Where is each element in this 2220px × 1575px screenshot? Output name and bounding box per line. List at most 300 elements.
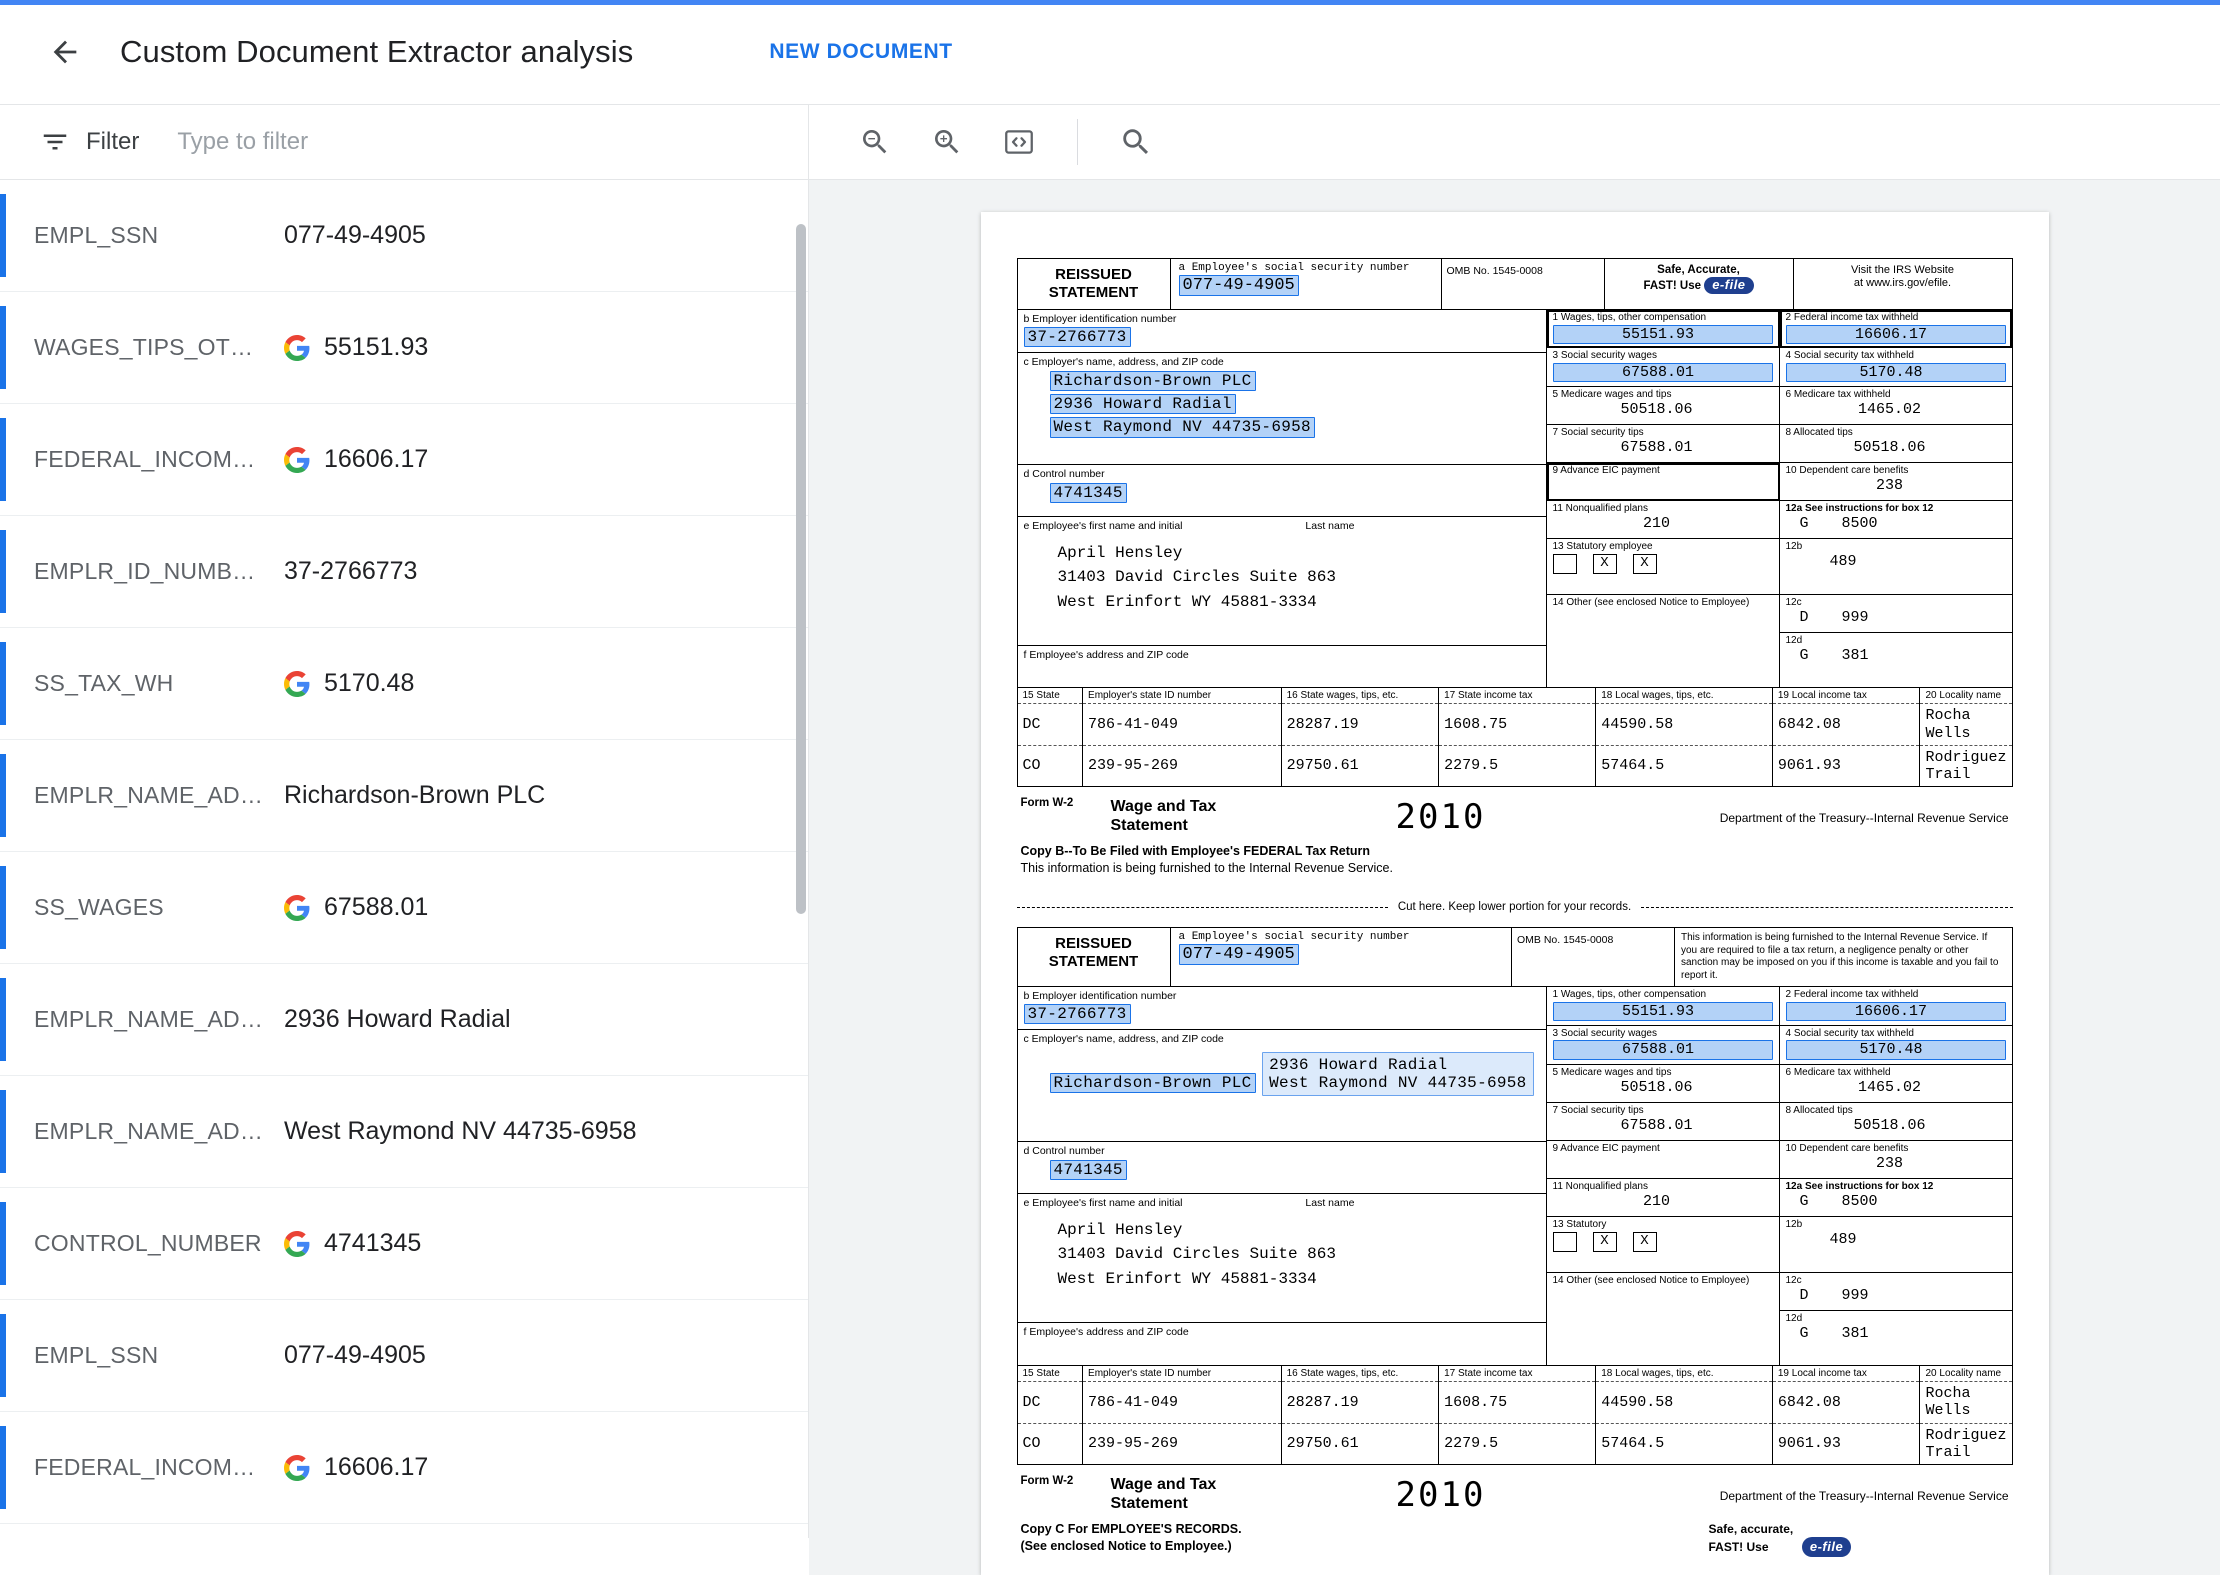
box5-label: 5 Medicare wages and tips xyxy=(1552,1066,1672,1078)
ein-cell xyxy=(1018,310,1546,353)
code-brackets-icon xyxy=(1002,125,1036,159)
box11-value: 210 xyxy=(1642,515,1670,533)
col-local-tax: 19 Local income tax xyxy=(1772,1365,1920,1382)
boxes-7-8 xyxy=(1547,1103,2012,1141)
retirement-checkbox[interactable]: X xyxy=(1593,1232,1617,1252)
safe-line2: FAST! Use xyxy=(1708,1540,1769,1555)
employee-address-block xyxy=(1024,535,1540,619)
control-number-value: 4741345 xyxy=(1050,483,1127,503)
box12b-label: 12b xyxy=(1785,540,1803,552)
box10-value: 238 xyxy=(1875,477,1903,495)
box10-cell xyxy=(1780,463,2012,501)
search-icon xyxy=(1119,125,1153,159)
control-number-label: d Control number xyxy=(1023,1145,1105,1158)
box12c-cell xyxy=(1780,595,2012,633)
box13-label: 13 Statutory xyxy=(1552,1218,1607,1230)
list-item[interactable] xyxy=(0,1412,808,1524)
ssn-cell xyxy=(1171,928,1512,986)
entity-key: FEDERAL_INCOM… xyxy=(34,446,256,472)
cell-locality: Rodriguez Trail xyxy=(1920,1423,2012,1464)
employee-line2: 31403 David Circles Suite 863 xyxy=(1057,568,1336,587)
employer-cell xyxy=(1018,1030,1546,1142)
code-view-button[interactable] xyxy=(987,110,1051,174)
safe-line1: Safe, Accurate, xyxy=(1657,264,1740,276)
w2-header-row xyxy=(1018,259,2012,310)
entity-value xyxy=(284,557,417,586)
box11-value: 210 xyxy=(1642,1193,1670,1210)
col-state-wages: 16 State wages, tips, etc. xyxy=(1281,687,1439,704)
wage-and-tax-statement xyxy=(1111,797,1321,835)
search-button[interactable] xyxy=(1104,110,1168,174)
entity-key: EMPLR_ID_NUMB… xyxy=(34,558,256,584)
ssn-label: a Employee's social security number xyxy=(1178,262,1410,274)
box12d-amount: 381 xyxy=(1841,1325,1869,1342)
tax-year: 2010 xyxy=(1395,797,1486,838)
reissued-statement-label xyxy=(1018,259,1171,309)
ein-value: 37-2766773 xyxy=(1024,327,1131,347)
w2-left-column xyxy=(1018,310,1547,687)
box12a-label: 12a See instructions for box 12 xyxy=(1785,1180,1934,1192)
employee-address-label-cell xyxy=(1018,1322,1546,1342)
box12c-value xyxy=(1786,1287,2006,1304)
box1-label: 1 Wages, tips, other compensation xyxy=(1552,989,1707,1000)
safe-line2: FAST! Use xyxy=(1643,280,1701,293)
box6-value: 1465.02 xyxy=(1857,1079,1921,1096)
wage-tax-line2: Statement xyxy=(1110,817,1188,835)
document-page xyxy=(981,212,2049,1575)
list-item[interactable] xyxy=(0,740,808,852)
employee-cell xyxy=(1018,517,1546,645)
box1-cell xyxy=(1547,310,1780,348)
sickpay-checkbox[interactable]: X xyxy=(1633,554,1657,574)
box9-label: 9 Advance EIC payment xyxy=(1552,464,1660,476)
cut-here-divider xyxy=(1017,901,2013,913)
cell-local-tax: 9061.93 xyxy=(1772,745,1920,786)
statutory-checkbox[interactable] xyxy=(1553,554,1577,574)
box6-cell xyxy=(1780,1065,2012,1103)
entity-value xyxy=(284,1453,428,1482)
back-button[interactable] xyxy=(34,21,96,83)
states-header-row xyxy=(1018,687,2012,704)
employer-label: c Employer's name, address, and ZIP code xyxy=(1023,1033,1224,1046)
entity-value-text: 077-49-4905 xyxy=(284,221,426,249)
box11-label: 11 Nonqualified plans xyxy=(1552,1180,1648,1192)
cell-state-tax: 1608.75 xyxy=(1439,704,1596,746)
box12b-value: 489 xyxy=(1829,553,1857,571)
efile-badge: e-file xyxy=(1802,1537,1851,1557)
safe-line1: Safe, accurate, xyxy=(1708,1522,1794,1536)
col-state-id: Employer's state ID number xyxy=(1083,687,1282,704)
box10-label: 10 Dependent care benefits xyxy=(1785,1142,1909,1154)
box12b-label: 12b xyxy=(1785,1218,1803,1230)
box13-statutory-label: Statutory employee xyxy=(1566,540,1653,552)
employee-line3: West Erinfort WY 45881-3334 xyxy=(1057,593,1317,612)
cell-state: CO xyxy=(1018,745,1083,786)
box8-value: 50518.06 xyxy=(1853,439,1926,457)
box12c-label: 12c xyxy=(1785,596,1802,608)
ssn-cell xyxy=(1171,259,1441,309)
boxes-1-2 xyxy=(1547,987,2012,1026)
retirement-checkbox[interactable]: X xyxy=(1593,554,1617,574)
entity-value-text: 077-49-4905 xyxy=(284,1341,426,1369)
boxes-1-2 xyxy=(1547,310,2012,348)
w2-footer-copy-c xyxy=(1017,1465,2013,1521)
list-item[interactable] xyxy=(0,1188,808,1300)
box5-cell xyxy=(1547,1065,1780,1103)
box3-cell xyxy=(1547,1026,1780,1065)
employee-line1: April Hensley xyxy=(1057,543,1183,562)
boxes-5-6 xyxy=(1547,387,2012,425)
top-app-bar xyxy=(0,0,2220,105)
w2-main-body xyxy=(1018,310,2012,687)
toolbar-divider xyxy=(1077,119,1078,165)
efile-badge: e-file xyxy=(1704,277,1753,294)
col-local-tax: 19 Local income tax xyxy=(1772,687,1920,704)
states-table xyxy=(1018,1365,2012,1465)
employee-last-label: Last name xyxy=(1305,1197,1355,1210)
employer-street: 2936 Howard Radial xyxy=(1050,394,1236,414)
entity-key: CONTROL_NUMBER xyxy=(34,1230,262,1256)
cell-state-id: 239-95-269 xyxy=(1083,745,1282,786)
new-document-button[interactable]: NEW DOCUMENT xyxy=(751,26,970,78)
box2-label: 2 Federal income tax withheld xyxy=(1785,989,1919,1000)
box14-cell xyxy=(1547,595,1780,687)
filter-bar xyxy=(0,105,808,180)
box11-label: 11 Nonqualified plans xyxy=(1552,502,1648,514)
ssn-label: a Employee's social security number xyxy=(1178,931,1410,943)
box11-cell xyxy=(1547,1179,1780,1217)
entity-key: EMPLR_NAME_AD… xyxy=(34,1118,264,1144)
entities-panel xyxy=(0,105,809,1538)
entity-key: WAGES_TIPS_OT… xyxy=(34,334,254,360)
filter-label: Filter xyxy=(86,128,140,155)
wage-tax-line1: Wage and Tax xyxy=(1110,1476,1217,1493)
google-icon xyxy=(284,895,310,921)
cell-local-tax: 6842.08 xyxy=(1772,1382,1920,1424)
box2-label: 2 Federal income tax withheld xyxy=(1785,312,1919,323)
entity-value-text: West Raymond NV 44735-6958 xyxy=(284,1117,637,1145)
entity-value xyxy=(284,893,428,922)
cell-state-id: 786-41-049 xyxy=(1083,1382,1282,1424)
boxes-11-12a xyxy=(1547,501,2012,539)
entity-value xyxy=(284,1005,511,1034)
entity-list-scrollbar[interactable] xyxy=(796,224,806,914)
wage-and-tax-statement xyxy=(1111,1475,1321,1513)
box3-label: 3 Social security wages xyxy=(1552,350,1657,361)
box13-statutory xyxy=(1553,1232,1577,1252)
box2-cell xyxy=(1780,987,2012,1026)
box13-label: 13 Statutory employee xyxy=(1552,540,1653,552)
box10-cell xyxy=(1780,1141,2012,1179)
zoom-out-icon xyxy=(859,126,891,158)
omb-cell: OMB No. 1545-0008 xyxy=(1441,259,1604,309)
box13-cell xyxy=(1547,539,1780,595)
irs-line1: Visit the IRS Website xyxy=(1851,264,1954,276)
employee-line1: April Hensley xyxy=(1057,1220,1183,1239)
box12a-code: G xyxy=(1799,515,1809,533)
box9-label: 9 Advance EIC payment xyxy=(1552,1142,1660,1154)
box13-sickpay xyxy=(1633,554,1657,574)
entity-value-text: 4741345 xyxy=(324,1229,422,1257)
boxes-11-12a xyxy=(1547,1179,2012,1217)
entity-key: EMPL_SSN xyxy=(34,1342,159,1368)
list-item[interactable] xyxy=(0,180,808,292)
cell-locality: Rodriguez Trail xyxy=(1920,745,2012,786)
box3-cell xyxy=(1547,348,1780,387)
box13-retirement xyxy=(1593,554,1617,574)
box12c-code: D xyxy=(1799,1287,1809,1304)
table-row xyxy=(1018,704,2012,746)
reissued-statement-label xyxy=(1018,928,1171,986)
employee-name-label xyxy=(1024,1197,1540,1209)
box5-value: 50518.06 xyxy=(1620,1079,1693,1096)
cell-state-tax: 2279.5 xyxy=(1439,745,1596,786)
col-local-wages: 18 Local wages, tips, etc. xyxy=(1596,687,1773,704)
box6-label: 6 Medicare tax withheld xyxy=(1785,1066,1891,1078)
google-icon xyxy=(284,1231,310,1257)
w2-right-column xyxy=(1547,310,2012,687)
box12a-amount: 8500 xyxy=(1841,515,1878,533)
tax-year: 2010 xyxy=(1395,1475,1486,1515)
zoom-in-icon xyxy=(931,126,963,158)
cell-locality: Rocha Wells xyxy=(1920,704,2012,746)
irs-notice-text: This information is being furnished to the Internal Revenue Service. If you are required to file a tax return, a negligence penalty or other sanction may be imposed on you if this income is taxable and you fail to report it. xyxy=(1674,928,2012,986)
box4-cell xyxy=(1780,1026,2012,1065)
box12a-value xyxy=(1786,1193,2006,1210)
col-state-wages: 16 State wages, tips, etc. xyxy=(1281,1365,1439,1382)
statutory-checkbox[interactable] xyxy=(1553,1232,1577,1252)
col-locality: 20 Locality name xyxy=(1925,1367,2002,1379)
ssn-value: 077-49-4905 xyxy=(1179,944,1299,966)
box12c-12d-col xyxy=(1780,595,2012,687)
list-item[interactable] xyxy=(0,292,808,404)
box1-label: 1 Wages, tips, other compensation xyxy=(1552,312,1707,323)
cell-local-wages: 57464.5 xyxy=(1596,745,1773,786)
box12d-cell xyxy=(1780,633,2012,671)
zoom-in-button[interactable] xyxy=(915,110,979,174)
box13-checkboxes xyxy=(1553,552,1773,574)
box12c-value xyxy=(1786,609,2006,626)
irs-website-cell xyxy=(1793,259,2012,309)
box14-cell xyxy=(1547,1273,1780,1365)
employee-cell xyxy=(1018,1194,1546,1322)
irs-line2: at www.irs.gov/efile. xyxy=(1853,276,1952,289)
document-viewer-panel xyxy=(809,105,2220,1555)
col-local-wages: 18 Local wages, tips, etc. xyxy=(1596,1365,1773,1382)
box4-value: 5170.48 xyxy=(1786,363,2006,382)
box7-label: 7 Social security tips xyxy=(1552,426,1644,438)
cell-local-tax: 9061.93 xyxy=(1772,1423,1920,1464)
box12d-label: 12d xyxy=(1785,634,1803,646)
entity-value-text: 37-2766773 xyxy=(284,557,418,585)
employer-city: West Raymond NV 44735-6958 xyxy=(1269,1073,1527,1092)
cut-here-text: Cut here. Keep lower portion for your records. xyxy=(1397,901,1632,913)
box6-cell xyxy=(1780,387,2012,425)
box8-cell xyxy=(1780,1103,2012,1141)
cell-state: DC xyxy=(1018,704,1083,746)
box5-cell xyxy=(1547,387,1780,425)
employee-last-label: Last name xyxy=(1305,520,1355,533)
box12d-value xyxy=(1786,647,2006,664)
box12a-cell xyxy=(1780,1179,2012,1217)
cell-state-id: 786-41-049 xyxy=(1083,704,1282,746)
employer-street: 2936 Howard Radial xyxy=(1269,1055,1448,1074)
box12b-cell xyxy=(1780,539,2012,595)
box2-value: 16606.17 xyxy=(1786,1002,2006,1021)
box12c-12d-col xyxy=(1780,1273,2012,1365)
entity-value-text: Richardson-Brown PLC xyxy=(284,781,546,809)
box1-value: 55151.93 xyxy=(1553,325,1773,344)
boxes-9-10 xyxy=(1547,1141,2012,1179)
ein-cell xyxy=(1018,987,1546,1030)
ein-value: 37-2766773 xyxy=(1024,1004,1131,1024)
box8-value: 50518.06 xyxy=(1853,1117,1926,1134)
box10-label: 10 Dependent care benefits xyxy=(1785,464,1909,476)
document-canvas[interactable] xyxy=(809,180,2220,1575)
list-item[interactable] xyxy=(0,516,808,628)
boxes-14-12c xyxy=(1547,595,2012,687)
box3-label: 3 Social security wages xyxy=(1552,1027,1657,1039)
entity-value-text: 67588.01 xyxy=(324,893,429,921)
box10-value: 238 xyxy=(1875,1155,1903,1172)
box12a-value xyxy=(1786,515,2006,532)
box12a-amount: 8500 xyxy=(1841,1193,1878,1210)
safe-accurate-cell xyxy=(1604,259,1793,309)
box6-value: 1465.02 xyxy=(1857,401,1921,419)
treasury-line: Department of the Treasury--Internal Revenue Service xyxy=(1719,811,2009,826)
entity-key: SS_TAX_WH xyxy=(34,670,174,696)
entity-value-text: 5170.48 xyxy=(324,669,415,697)
entity-value-text: 16606.17 xyxy=(324,1453,429,1481)
google-icon xyxy=(284,335,310,361)
boxes-7-8 xyxy=(1547,425,2012,463)
filter-input[interactable] xyxy=(175,127,599,157)
list-item[interactable] xyxy=(0,964,808,1076)
copy-c-line1: Copy C For EMPLOYEE'S RECORDS. xyxy=(1020,1522,1242,1536)
box7-cell xyxy=(1547,425,1780,463)
ein-label: b Employer identification number xyxy=(1023,313,1177,325)
box8-cell xyxy=(1780,425,2012,463)
sickpay-checkbox[interactable]: X xyxy=(1633,1232,1657,1252)
google-icon xyxy=(284,1455,310,1481)
employer-name: Richardson-Brown PLC xyxy=(1050,371,1256,391)
list-item[interactable] xyxy=(0,628,808,740)
box14-label: 14 Other (see enclosed Notice to Employee) xyxy=(1552,1274,1750,1286)
entity-value xyxy=(284,221,426,250)
entity-value xyxy=(284,781,545,810)
entity-key: EMPL_SSN xyxy=(34,222,159,248)
list-item[interactable] xyxy=(0,852,808,964)
entity-value xyxy=(284,1341,426,1370)
list-item[interactable] xyxy=(0,1300,808,1412)
ssn-value: 077-49-4905 xyxy=(1179,275,1299,297)
box12b-value: 489 xyxy=(1829,1231,1857,1248)
box5-value: 50518.06 xyxy=(1620,401,1693,419)
box1-value: 55151.93 xyxy=(1553,1002,1773,1021)
viewer-toolbar xyxy=(809,105,2220,180)
entity-key: EMPLR_NAME_AD… xyxy=(34,782,264,808)
entity-list[interactable] xyxy=(0,180,808,1538)
box13-cell xyxy=(1547,1217,1780,1273)
box12b-cell xyxy=(1780,1217,2012,1273)
box12d-code: G xyxy=(1799,647,1809,665)
employee-address-label: f Employee's address and ZIP code xyxy=(1023,649,1189,662)
cell-state-tax: 2279.5 xyxy=(1439,1423,1596,1464)
omb-cell: OMB No. 1545-0008 xyxy=(1511,928,1674,986)
boxes-13-12b xyxy=(1547,539,2012,595)
zoom-out-button[interactable] xyxy=(843,110,907,174)
employee-name-label xyxy=(1024,520,1540,532)
box3-value: 67588.01 xyxy=(1553,1040,1773,1059)
box7-value: 67588.01 xyxy=(1620,1117,1693,1134)
google-icon xyxy=(284,447,310,473)
employee-address-label: f Employee's address and ZIP code xyxy=(1023,1326,1189,1339)
cell-locality: Rocha Wells xyxy=(1920,1382,2012,1424)
google-icon xyxy=(284,671,310,697)
entity-value-text: 16606.17 xyxy=(324,445,429,473)
employee-line2: 31403 David Circles Suite 863 xyxy=(1057,1245,1336,1264)
box7-value: 67588.01 xyxy=(1620,439,1693,457)
form-number: Form W-2 xyxy=(1020,1475,1074,1487)
cell-local-wages: 44590.58 xyxy=(1596,704,1773,746)
copy-c-lines xyxy=(1017,1521,2013,1565)
filter-icon xyxy=(40,127,70,157)
box2-cell xyxy=(1780,310,2012,348)
employee-first-label: e Employee's first name and initial xyxy=(1023,1197,1183,1210)
box12d-cell xyxy=(1780,1311,2012,1349)
box12c-cell xyxy=(1780,1273,2012,1311)
cell-state: CO xyxy=(1018,1423,1083,1464)
boxes-14-12c xyxy=(1547,1273,2012,1365)
box7-cell xyxy=(1547,1103,1780,1141)
reissued-line1: REISSUED xyxy=(1055,935,1132,952)
cell-state-tax: 1608.75 xyxy=(1439,1382,1596,1424)
box12d-amount: 381 xyxy=(1841,647,1869,665)
employer-cell xyxy=(1018,353,1546,465)
w2-right-column xyxy=(1547,987,2012,1365)
cell-local-wages: 57464.5 xyxy=(1596,1423,1773,1464)
states-header-row xyxy=(1018,1365,2012,1382)
reissued-line2: STATEMENT xyxy=(1048,953,1139,970)
cell-state-wages: 28287.19 xyxy=(1281,704,1439,746)
body-split xyxy=(0,105,2220,1555)
employer-name: Richardson-Brown PLC xyxy=(1050,1073,1256,1093)
list-item[interactable] xyxy=(0,404,808,516)
wage-tax-line1: Wage and Tax xyxy=(1110,798,1217,816)
box12a-cell xyxy=(1780,501,2012,539)
employee-address-label-cell xyxy=(1018,645,1546,665)
col-state-id: Employer's state ID number xyxy=(1083,1365,1282,1382)
box1-cell xyxy=(1547,987,1780,1026)
boxes-3-4 xyxy=(1547,348,2012,387)
box12c-code: D xyxy=(1799,609,1809,627)
table-row xyxy=(1018,1423,2012,1464)
box3-value: 67588.01 xyxy=(1553,363,1773,382)
entity-key: SS_WAGES xyxy=(34,894,164,920)
reissued-line2: STATEMENT xyxy=(1048,284,1139,301)
entity-key: FEDERAL_INCOM… xyxy=(34,1454,256,1480)
list-item[interactable] xyxy=(0,1076,808,1188)
w2-footer-copy-b xyxy=(1017,787,2013,843)
box14-label: 14 Other (see enclosed Notice to Employee) xyxy=(1552,596,1750,608)
w2-main-body xyxy=(1018,987,2012,1365)
table-row xyxy=(1018,1382,2012,1424)
col-state-tax: 17 State income tax xyxy=(1439,1365,1596,1382)
w2-form-copy-b xyxy=(1017,258,2013,787)
boxes-13-12b xyxy=(1547,1217,2012,1273)
entity-value xyxy=(284,445,428,474)
w2-header-row xyxy=(1018,928,2012,987)
